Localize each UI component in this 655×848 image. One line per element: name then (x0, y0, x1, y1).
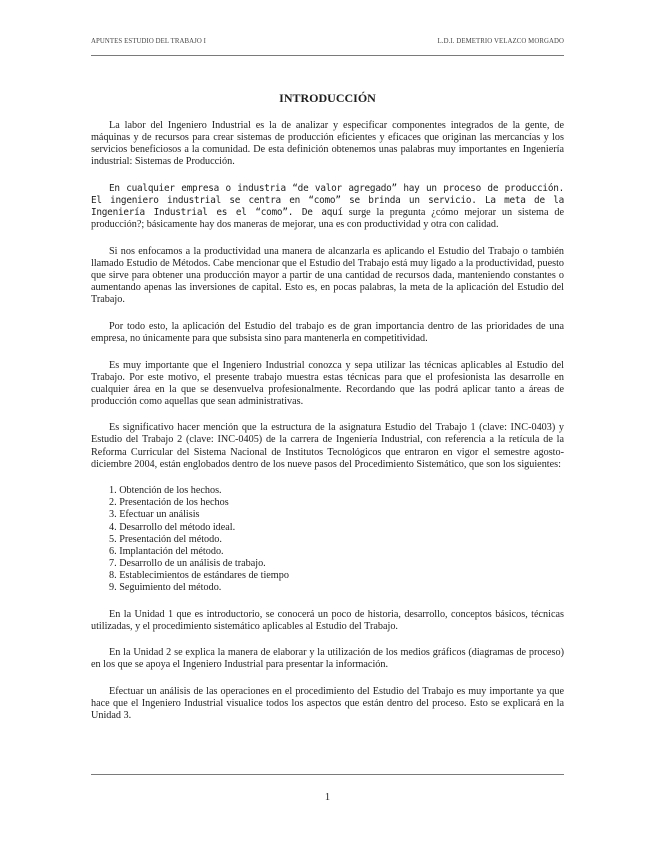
list-item: 5. Presentación del método. (109, 533, 222, 545)
procedure-steps-list (91, 485, 564, 594)
list-item: 9. Seguimiento del método. (109, 582, 222, 593)
list-item: 3. Efectuar un análisis (109, 509, 200, 521)
running-header (91, 38, 564, 45)
paragraph-productivity: Si nos enfocamos a la productividad una manera de alcanzarla es aplicando el Estudio del Trabajo o también llamado Estudio de Métodos. Cabe mencionar que el Estudio del Trabajo está muy ligado a la productividad, puesto que sirve para obtener una producción mayor a partir de una cantidad de recursos dada, manteniendo constantes o aumentando apenas las inversiones de capital. Esto es, en pocas palabras, la meta de la aplicación del Estudio del Trabajo. (91, 245, 564, 306)
list-item: 4. Desarrollo del método ideal. (109, 521, 236, 533)
header-divider (91, 55, 564, 56)
list-item: 1. Obtención de los hechos. (109, 485, 222, 497)
paragraph-intro: La labor del Ingeniero Industrial es la de analizar y especificar componentes integrados de la gente, de máquinas y de recursos para crear sistemas de producción eficientes y eficaces que originan las mercancías y los servicios beneficiosos a la comunidad. De esta definición obtenemos unas palabras muy importantes en Ingeniería industrial: Sistemas de Producción. (91, 120, 564, 168)
paragraph-unit-3: Efectuar un análisis de las operaciones en el procedimiento del Estudio del Trabajo es muy importante ya que hace que el Ingeniero Industrial visualice todos los aspectos que están dentro del proceso. Esto se explicará en la Unidad 3. (91, 685, 564, 722)
paragraph-production-systems (91, 183, 564, 231)
paragraph-importance: Por todo esto, la aplicación del Estudio del trabajo es de gran importancia dentro de las prioridades de una empresa, no únicamente para que subsista sino para mantenerla en competitividad. (91, 320, 564, 344)
paragraph-text: surge la pregunta ¿cómo mejorar un sistema de producción?; básicamente hay dos maneras de mejorar, una es con productividad y otra con calidad. (91, 207, 564, 231)
page-number: 1 (324, 792, 331, 803)
footer-divider (91, 774, 564, 775)
list-item: 6. Implantación del método. (109, 545, 224, 557)
document-body (91, 92, 564, 737)
paragraph-structure: Es significativo hacer mención que la estructura de la asignatura Estudio del Trabajo 1 (clave: INC-0403) y Estudio del Trabajo 2 (clave: INC-0405) de la carrera de Ingeniería Industrial, con referencia a la retícula de la Reforma Curricular del Sistema Nacional de Institutos Tecnológicos que entraron en vigor el semestre agosto-diciembre 2004, están englobados dentro de los nueve pasos del Procedimiento Sistemático, que son los siguientes: (91, 422, 564, 470)
paragraph-unit-2: En la Unidad 2 se explica la manera de elaborar y la utilización de los medios gráficos (diagramas de proceso) en los que se apoya el Ingeniero Industrial para presentar la información. (91, 647, 564, 671)
list-item: 7. Desarrollo de un análisis de trabajo. (109, 557, 266, 569)
list-item: 8. Establecimientos de estándares de tiempo (109, 569, 289, 581)
list-item: 2. Presentación de los hechos (109, 497, 229, 509)
paragraph-unit-1: En la Unidad 1 que es introductorio, se conocerá un poco de historia, desarrollo, conceptos básicos, técnicas utilizadas, y el procedimiento sistemático aplicables al Estudio del Trabajo. (91, 608, 564, 632)
header-course-title: APUNTES ESTUDIO DEL TRABAJO I (91, 38, 207, 45)
handwritten-style-text: En cualquier empresa o industria “de valor agregado” hay un proceso de producción. El ingeniero industrial se centra en “como” se brinda un servicio. La meta de la Ingeniería Industrial es el “como”. De aquí (91, 182, 564, 219)
paragraph-techniques: Es muy importante que el Ingeniero Industrial conozca y sepa utilizar las técnicas aplicables al Estudio del Trabajo. Por este motivo, el presente trabajo muestra estas técnicas para que el profesionista las desarrolle en cualquier área en la que se desenvuelva profesionalmente. Recordando que las podrá aplicar tanto a áreas de producción como aquellas que sean administrativas. (91, 359, 564, 407)
header-author: L.D.I. DEMETRIO VELAZCO MORGADO (437, 38, 564, 45)
section-title: INTRODUCCIÓN (279, 91, 376, 105)
